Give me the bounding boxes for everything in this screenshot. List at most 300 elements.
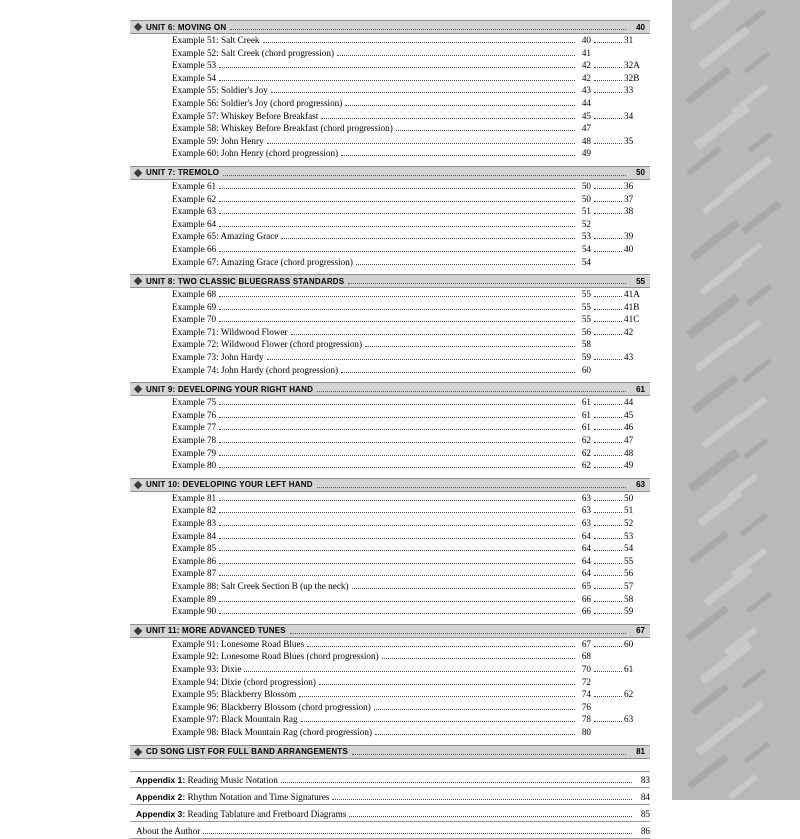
toc-entry-track-number: 56 [624, 568, 634, 579]
decorative-slash [741, 201, 782, 235]
leader-dots-track [594, 421, 622, 430]
toc-entry-track-number: 63 [624, 714, 634, 725]
toc-entry-track-number: 42 [624, 326, 634, 337]
toc-entry-track-number: 38 [624, 206, 634, 217]
decorative-slash [702, 188, 734, 215]
toc-entry-label: Example 95: Blackberry Blossom [172, 689, 297, 700]
toc-entry-row[interactable] [130, 593, 650, 606]
unit-title: UNIT 7: TREMOLO [146, 168, 220, 178]
toc-entry-row[interactable] [130, 97, 650, 110]
unit-heading-row[interactable] [130, 478, 650, 492]
toc-entry-label: Example 91: Lonesome Road Blues [172, 638, 305, 649]
toc-entry-row[interactable] [130, 47, 650, 60]
leader-dots-track [594, 409, 622, 418]
toc-entry-page-number: 61 [581, 397, 591, 408]
toc-entry-row[interactable] [130, 110, 650, 123]
toc-entry-page-number: 53 [581, 231, 591, 242]
appendix-row[interactable] [130, 771, 650, 788]
toc-entry-row[interactable] [130, 409, 650, 422]
leader-dots-track [594, 110, 622, 119]
leader-dots-track [594, 59, 622, 68]
leader-dots-track [594, 48, 622, 56]
toc-entry-page-number: 49 [581, 148, 591, 159]
toc-entry-page-number: 65 [581, 580, 591, 591]
toc-entry-row[interactable] [130, 638, 650, 651]
toc-entry-row[interactable] [130, 205, 650, 218]
toc-entry-page-number: 70 [581, 663, 591, 674]
leader-dots [219, 72, 575, 81]
toc-entry-row[interactable] [130, 230, 650, 243]
decorative-slash [745, 283, 772, 306]
decorative-slash [740, 513, 768, 537]
decorative-slash [694, 103, 750, 149]
leader-dots [375, 726, 575, 735]
toc-entry-row[interactable] [130, 530, 650, 543]
toc-entry-row[interactable] [130, 663, 650, 676]
decorative-slash [689, 0, 731, 31]
decorative-slash [689, 531, 730, 565]
leader-dots [219, 409, 575, 418]
toc-entry-label: Example 53 [172, 60, 217, 71]
toc-entry-label: Example 70 [172, 314, 217, 325]
leader-dots-track [594, 243, 622, 252]
toc-entry-page-number: 48 [581, 135, 591, 146]
appendix-label [136, 774, 278, 786]
toc-entry-label: Example 98: Black Mountain Rag (chord progression) [172, 726, 373, 737]
leader-dots-track [594, 702, 622, 710]
toc-entry-row[interactable] [130, 243, 650, 256]
leader-dots [341, 364, 575, 373]
toc-entry-page-number: 58 [581, 339, 591, 350]
toc-entry-page-number: 42 [581, 60, 591, 71]
toc-entry-label: Example 63 [172, 206, 217, 217]
toc-entry-track-number: 43 [624, 352, 634, 363]
leader-dots [374, 701, 575, 710]
appendix-label-bold: Appendix 2: [136, 791, 186, 802]
toc-entry-page-number: 54 [581, 256, 591, 267]
toc-entry-track-number: 53 [624, 530, 634, 541]
decorative-slash [744, 51, 771, 73]
toc-entry-page-number: 68 [581, 651, 591, 662]
toc-entry-label: Example 54 [172, 72, 217, 83]
leader-dots [219, 459, 575, 468]
leader-dots [219, 567, 575, 576]
decorative-slash [700, 640, 753, 684]
toc-entry-page-number: 64 [581, 555, 591, 566]
toc-entry-row[interactable] [130, 701, 650, 714]
toc-entry-row[interactable] [130, 542, 650, 555]
toc-entry-row[interactable] [130, 135, 650, 148]
table-of-contents [130, 14, 650, 839]
toc-entry-label: Example 68 [172, 289, 217, 300]
decorative-slash [744, 741, 771, 763]
leader-dots [219, 313, 575, 322]
toc-entry-label: Example 74: John Hardy (chord progression) [172, 364, 339, 375]
toc-entry-row[interactable] [130, 59, 650, 72]
leader-dots-track [594, 288, 622, 297]
leader-dots [307, 638, 575, 647]
unit-heading-row[interactable] [130, 166, 650, 180]
toc-entry-page-number: 40 [581, 35, 591, 45]
toc-entry-row[interactable] [130, 34, 650, 47]
leader-dots [219, 59, 575, 68]
toc-entry-label: Example 88: Salt Creek Section B (up the neck) [172, 580, 349, 591]
unit-title: UNIT 10: DEVELOPING YOUR LEFT HAND [146, 480, 313, 490]
toc-entry-row[interactable] [130, 256, 650, 269]
toc-entry-page-number: 60 [581, 364, 591, 375]
appendix-label-rest: Reading Tablature and Fretboard Diagrams [185, 808, 347, 819]
toc-entry-page-number: 78 [581, 714, 591, 725]
decorative-slash [743, 438, 768, 459]
toc-entry-page-number: 66 [581, 593, 591, 604]
leader-dots-track [594, 326, 622, 335]
toc-entry-track-number: 40 [624, 243, 634, 254]
toc-entry-page-number: 59 [581, 352, 591, 363]
toc-entry-row[interactable] [130, 447, 650, 460]
toc-entry-row[interactable] [130, 555, 650, 568]
leader-dots [219, 605, 575, 614]
toc-entry-row[interactable] [130, 688, 650, 701]
appendix-list [130, 771, 650, 839]
leader-dots-track [594, 72, 622, 81]
toc-entry-track-number: 41A [624, 289, 640, 300]
toc-entry-row[interactable] [130, 713, 650, 726]
leader-dots-track [594, 180, 622, 189]
toc-entry-track-number: 49 [624, 460, 634, 471]
decorative-slash [747, 132, 772, 153]
leader-dots [203, 825, 632, 834]
leader-dots-track [594, 148, 622, 156]
toc-entry-label: Example 93: Dixie [172, 663, 242, 674]
toc-entry-label: Example 80 [172, 460, 217, 471]
appendix-row[interactable] [130, 791, 650, 805]
leader-dots-track [594, 351, 622, 360]
leader-dots [219, 530, 575, 539]
toc-entry-row[interactable] [130, 650, 650, 663]
toc-entry-track-number: 55 [624, 555, 634, 566]
leader-dots-track [594, 593, 622, 602]
leader-dots [382, 650, 575, 659]
toc-entry-track-number: 52 [624, 518, 634, 528]
toc-entry-row[interactable] [130, 218, 650, 231]
toc-entry-row[interactable] [130, 605, 650, 618]
toc-entry-page-number: 62 [581, 460, 591, 471]
leader-dots-track [594, 688, 622, 697]
toc-entry-row[interactable] [130, 72, 650, 85]
leader-dots [321, 110, 575, 119]
leader-dots [281, 774, 632, 783]
leader-dots-track [594, 123, 622, 131]
toc-entry-label: Example 79 [172, 447, 217, 458]
toc-entry-track-number: 51 [624, 505, 634, 516]
leader-dots [271, 84, 575, 93]
toc-entry-label: Example 97: Black Mountain Rag [172, 714, 298, 725]
decorative-slash [742, 358, 772, 383]
leader-dots [219, 555, 575, 564]
toc-entry-page-number: 55 [581, 314, 591, 325]
unit-page-number: 50 [636, 168, 645, 178]
toc-entry-track-number: 32B [624, 72, 640, 83]
toc-entry-row[interactable] [130, 313, 650, 326]
toc-entry-label: Example 61 [172, 180, 217, 191]
toc-entry-row[interactable] [130, 193, 650, 206]
appendix-row[interactable] [130, 808, 650, 822]
toc-entry-row[interactable] [130, 147, 650, 160]
unit-heading-row[interactable] [130, 20, 650, 34]
leader-dots [332, 791, 632, 800]
leader-dots-track [594, 365, 622, 373]
diamond-bullet-icon [134, 627, 142, 635]
decorative-slash [688, 448, 741, 492]
leader-dots-track [594, 34, 622, 43]
decorative-slash [695, 339, 734, 372]
toc-entry-row[interactable] [130, 180, 650, 193]
toc-entry-page-number: 63 [581, 518, 591, 528]
leader-dots [219, 243, 575, 252]
toc-entry-label: Example 76 [172, 409, 217, 420]
toc-entry-row[interactable] [130, 122, 650, 135]
decorative-slash [701, 414, 743, 449]
leader-dots [345, 97, 575, 106]
unit-title: UNIT 8: TWO CLASSIC BLUEGRASS STANDARDS [146, 276, 345, 286]
toc-entry-label: Example 85 [172, 543, 217, 554]
toc-entry-page-number: 67 [581, 638, 591, 649]
toc-entry-track-number: 33 [624, 85, 634, 96]
decorative-slash [703, 566, 752, 607]
toc-entry-row[interactable] [130, 396, 650, 409]
unit-heading-row[interactable] [130, 274, 650, 288]
diamond-bullet-icon [134, 23, 142, 31]
leader-dots [281, 230, 575, 239]
leader-dots-track [594, 651, 622, 659]
leader-dots [219, 218, 575, 227]
unit-title: UNIT 6: MOVING ON [146, 22, 227, 32]
leader-dots [263, 34, 575, 43]
diamond-bullet-icon [134, 481, 142, 489]
leader-dots [317, 480, 626, 488]
leader-dots-track [594, 677, 622, 685]
unit-page-number: 55 [636, 276, 645, 286]
leader-dots [301, 713, 575, 722]
toc-entry-page-number: 47 [581, 123, 591, 134]
leader-dots-track [594, 339, 622, 347]
leader-dots [219, 193, 575, 202]
toc-entry-page-number: 62 [581, 435, 591, 446]
leader-dots [365, 338, 575, 347]
leader-dots [219, 180, 575, 189]
unit-page-number: 63 [636, 480, 645, 490]
leader-dots-track [594, 567, 622, 576]
toc-entry-label: Example 67: Amazing Grace (chord progression) [172, 256, 353, 267]
toc-entry-row[interactable] [130, 288, 650, 301]
leader-dots-track [594, 84, 622, 93]
toc-entry-track-number: 34 [624, 110, 634, 121]
leader-dots [349, 808, 632, 817]
decorative-slash [691, 374, 738, 414]
toc-entry-label: Example 89 [172, 593, 217, 604]
unit-title: CD SONG LIST FOR FULL BAND ARRANGEMENTS [146, 747, 349, 756]
toc-entry-label: Example 92: Lonesome Road Blues (chord progression) [172, 651, 379, 662]
toc-entry-page-number: 64 [581, 568, 591, 579]
toc-entry-track-number: 59 [624, 606, 634, 617]
toc-entry-row[interactable] [130, 567, 650, 580]
decorative-slash [699, 259, 743, 295]
toc-entry-label: Example 64 [172, 218, 217, 229]
toc-entry-row[interactable] [130, 338, 650, 351]
leader-dots-track [594, 517, 622, 526]
toc-entry-page-number: 50 [581, 180, 591, 191]
toc-entry-label: Example 78 [172, 435, 217, 446]
toc-entry-track-number: 50 [624, 492, 634, 503]
toc-entry-label: Example 52: Salt Creek (chord progression) [172, 47, 335, 58]
toc-entry-row[interactable] [130, 351, 650, 364]
toc-entry-track-number: 54 [624, 543, 634, 554]
toc-entry-track-number: 44 [624, 397, 634, 408]
leader-dots [317, 384, 626, 392]
toc-entry-label: Example 62 [172, 193, 217, 204]
toc-entry-label: Example 69 [172, 301, 217, 312]
toc-entry-label: Example 71: Wildwood Flower [172, 326, 288, 337]
toc-entry-page-number: 64 [581, 543, 591, 554]
toc-entry-row[interactable] [130, 726, 650, 739]
leader-dots [219, 504, 575, 513]
diamond-bullet-icon [134, 169, 142, 177]
toc-entry-label: Example 90 [172, 606, 217, 617]
toc-entry-row[interactable] [130, 517, 650, 530]
toc-entry-row[interactable] [130, 459, 650, 472]
toc-entry-row[interactable] [130, 434, 650, 447]
toc-entry-row[interactable] [130, 580, 650, 593]
leader-dots [348, 276, 626, 284]
leader-dots-track [594, 396, 622, 405]
toc-entry-page-number: 56 [581, 326, 591, 337]
appendix-label-rest: About the Author [136, 825, 201, 836]
leader-dots [352, 747, 626, 755]
toc-entry-page-number: 41 [581, 47, 591, 58]
diamond-bullet-icon [134, 277, 142, 285]
leader-dots-track [594, 542, 622, 551]
leader-dots-track [594, 727, 622, 735]
leader-dots [244, 663, 575, 672]
leader-dots-track [594, 313, 622, 322]
toc-entry-page-number: 72 [581, 676, 591, 687]
unit-heading-row[interactable] [130, 624, 650, 638]
toc-entry-label: Example 83 [172, 518, 217, 528]
appendix-page-number: 84 [640, 791, 650, 802]
toc-entry-row[interactable] [130, 84, 650, 97]
decorative-slash [686, 146, 721, 175]
toc-entry-label: Example 58: Whiskey Before Breakfast (chord progression) [172, 123, 393, 134]
toc-entry-label: Example 55: Soldier's Joy [172, 85, 268, 96]
decorative-slash [728, 774, 758, 800]
leader-dots-track [594, 713, 622, 722]
leader-dots [230, 22, 626, 30]
appendix-page-number: 83 [640, 774, 650, 785]
toc-entry-track-number: 39 [624, 231, 634, 242]
toc-entry-row[interactable] [130, 492, 650, 505]
decorative-slash [695, 716, 742, 756]
unit-title: UNIT 9: DEVELOPING YOUR RIGHT HAND [146, 384, 314, 394]
toc-entry-row[interactable] [130, 326, 650, 339]
leader-dots-track [594, 459, 622, 468]
toc-entry-row[interactable] [130, 364, 650, 377]
leader-dots-track [594, 447, 622, 456]
leader-dots-track [594, 193, 622, 202]
toc-entry-label: Example 65: Amazing Grace [172, 231, 279, 242]
toc-entry-label: Example 87 [172, 568, 217, 579]
toc-entry-page-number: 80 [581, 726, 591, 737]
toc-entry-track-number: 32A [624, 60, 640, 71]
toc-entry-track-number: 58 [624, 593, 634, 604]
toc-entry-page-number: 66 [581, 606, 591, 617]
leader-dots-track [594, 230, 622, 239]
unit-page-number: 67 [636, 626, 645, 636]
leader-dots [219, 593, 575, 602]
toc-entry-row[interactable] [130, 301, 650, 314]
toc-entry-track-number: 61 [624, 663, 634, 674]
diamond-bullet-icon [134, 385, 142, 393]
leader-dots-track [594, 301, 622, 310]
toc-entry-page-number: 50 [581, 193, 591, 204]
toc-entry-page-number: 55 [581, 301, 591, 312]
toc-entry-row[interactable] [130, 504, 650, 517]
toc-entry-page-number: 55 [581, 289, 591, 300]
leader-dots-track [594, 580, 622, 589]
toc-entry-label: Example 86 [172, 555, 217, 566]
appendix-label-bold: Appendix 1: [136, 774, 186, 785]
appendix-label-bold: Appendix 3: [136, 808, 186, 819]
toc-entry-page-number: 64 [581, 530, 591, 541]
toc-entry-page-number: 45 [581, 110, 591, 121]
decorative-slash [728, 319, 762, 347]
leader-dots-track [594, 257, 622, 265]
decorative-slash [691, 683, 730, 716]
leader-dots-track [594, 663, 622, 672]
toc-entry-label: Example 66 [172, 243, 217, 254]
toc-entry-track-number: 57 [624, 580, 634, 591]
leader-dots [352, 580, 575, 589]
leader-dots [290, 626, 626, 634]
toc-entry-track-number: 48 [624, 447, 634, 458]
decorative-slash [690, 219, 741, 261]
unit-heading-row[interactable] [130, 745, 650, 759]
leader-dots-track [594, 219, 622, 227]
toc-entry-row[interactable] [130, 421, 650, 434]
appendix-row[interactable] [130, 825, 650, 839]
leader-dots [267, 135, 575, 144]
decorative-slash [697, 489, 743, 527]
diamond-bullet-icon [134, 747, 142, 755]
decorative-slash [685, 605, 729, 641]
leader-dots [356, 256, 575, 265]
toc-entry-track-number: 31 [624, 35, 634, 45]
unit-heading-row[interactable] [130, 382, 650, 396]
leader-dots [219, 288, 575, 297]
decorative-slash [698, 26, 750, 69]
toc-entry-page-number: 54 [581, 243, 591, 254]
leader-dots [223, 168, 626, 176]
appendix-page-number: 85 [640, 808, 650, 819]
leader-dots [267, 351, 575, 360]
toc-entry-label: Example 57: Whiskey Before Breakfast [172, 110, 319, 121]
appendix-label [136, 791, 329, 803]
appendix-page-number: 86 [640, 825, 650, 836]
leader-dots-track [594, 205, 622, 214]
toc-entry-label: Example 59: John Henry [172, 135, 264, 146]
toc-entry-row[interactable] [130, 676, 650, 689]
toc-entry-page-number: 63 [581, 505, 591, 516]
leader-dots [219, 542, 575, 551]
